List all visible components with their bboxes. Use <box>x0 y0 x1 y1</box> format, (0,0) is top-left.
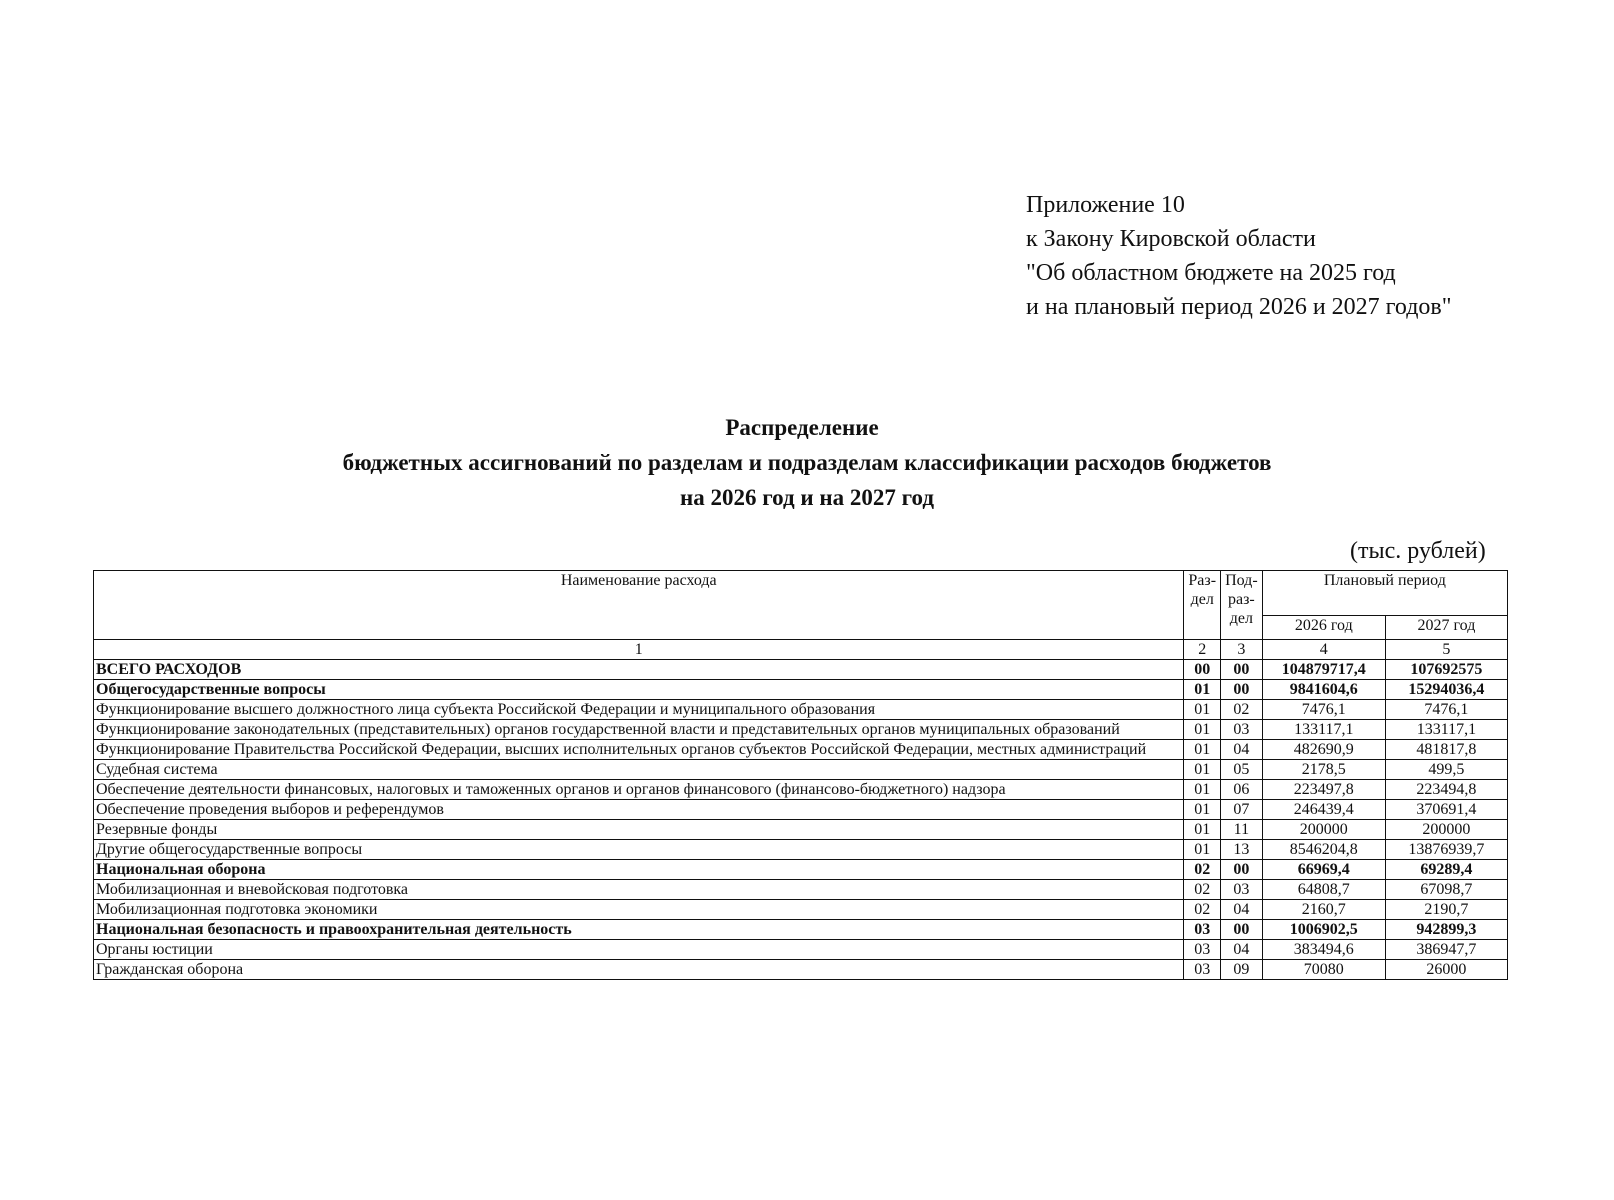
row-name: Общегосударственные вопросы <box>94 680 1184 700</box>
row-value-2027: 107692575 <box>1385 660 1507 680</box>
row-value-2026: 64808,7 <box>1262 880 1385 900</box>
row-value-2026: 9841604,6 <box>1262 680 1385 700</box>
col-number: 3 <box>1221 640 1263 660</box>
appendix-block <box>1026 188 1452 324</box>
row-subsection: 00 <box>1221 920 1263 940</box>
row-value-2027: 481817,8 <box>1385 740 1507 760</box>
row-value-2026: 200000 <box>1262 820 1385 840</box>
row-value-2026: 104879717,4 <box>1262 660 1385 680</box>
row-subsection: 04 <box>1221 940 1263 960</box>
row-value-2027: 370691,4 <box>1385 800 1507 820</box>
row-value-2027: 386947,7 <box>1385 940 1507 960</box>
row-section: 01 <box>1184 820 1221 840</box>
row-value-2027: 7476,1 <box>1385 700 1507 720</box>
row-value-2027: 2190,7 <box>1385 900 1507 920</box>
row-name: Мобилизационная и вневойсковая подготовка <box>94 880 1184 900</box>
row-value-2026: 2178,5 <box>1262 760 1385 780</box>
row-subsection: 07 <box>1221 800 1263 820</box>
row-name: Обеспечение деятельности финансовых, налоговых и таможенных органов и органов финансового (финансово-бюджетного) надзора <box>94 780 1184 800</box>
table-row <box>94 860 1508 880</box>
unit-label: (тыс. рублей) <box>1350 538 1486 564</box>
row-value-2026: 2160,7 <box>1262 900 1385 920</box>
col-number: 1 <box>94 640 1184 660</box>
row-subsection: 05 <box>1221 760 1263 780</box>
row-subsection: 00 <box>1221 860 1263 880</box>
row-subsection: 02 <box>1221 700 1263 720</box>
row-value-2027: 67098,7 <box>1385 880 1507 900</box>
title-line: на 2026 год и на 2027 год <box>680 485 934 510</box>
table-row <box>94 940 1508 960</box>
title-line: Распределение <box>725 415 879 440</box>
row-subsection: 11 <box>1221 820 1263 840</box>
row-name: Гражданская оборона <box>94 960 1184 980</box>
row-value-2027: 13876939,7 <box>1385 840 1507 860</box>
row-name: Резервные фонды <box>94 820 1184 840</box>
table-row <box>94 660 1508 680</box>
row-name: Национальная безопасность и правоохранительная деятельность <box>94 920 1184 940</box>
header-section: Раз-дел <box>1184 571 1221 640</box>
row-value-2026: 246439,4 <box>1262 800 1385 820</box>
col-number: 4 <box>1262 640 1385 660</box>
row-name: Функционирование Правительства Российской Федерации, высших исполнительных органов субъектов Российской Федерации, местных администраций <box>94 740 1184 760</box>
row-section: 01 <box>1184 720 1221 740</box>
row-value-2026: 70080 <box>1262 960 1385 980</box>
row-value-2027: 69289,4 <box>1385 860 1507 880</box>
row-value-2027: 15294036,4 <box>1385 680 1507 700</box>
row-value-2026: 7476,1 <box>1262 700 1385 720</box>
row-value-2027: 133117,1 <box>1385 720 1507 740</box>
row-section: 03 <box>1184 940 1221 960</box>
table-row <box>94 780 1508 800</box>
row-value-2027: 942899,3 <box>1385 920 1507 940</box>
row-value-2026: 1006902,5 <box>1262 920 1385 940</box>
table-row <box>94 760 1508 780</box>
table-row <box>94 800 1508 820</box>
row-value-2026: 66969,4 <box>1262 860 1385 880</box>
table-row <box>94 700 1508 720</box>
row-name: Обеспечение проведения выборов и референдумов <box>94 800 1184 820</box>
row-subsection: 04 <box>1221 900 1263 920</box>
row-name: Органы юстиции <box>94 940 1184 960</box>
row-value-2026: 223497,8 <box>1262 780 1385 800</box>
appendix-line: к Закону Кировской области <box>1026 226 1316 252</box>
table-row <box>94 720 1508 740</box>
row-section: 01 <box>1184 780 1221 800</box>
title-line: бюджетных ассигнований по разделам и подразделам классификации расходов бюджетов <box>342 450 1272 475</box>
table-row <box>94 680 1508 700</box>
col-number: 2 <box>1184 640 1221 660</box>
row-value-2027: 26000 <box>1385 960 1507 980</box>
row-value-2026: 383494,6 <box>1262 940 1385 960</box>
row-name: Судебная система <box>94 760 1184 780</box>
row-value-2027: 223494,8 <box>1385 780 1507 800</box>
table-row <box>94 900 1508 920</box>
row-name: Функционирование законодательных (представительных) органов государственной власти и представительных органов муниципальных образований <box>94 720 1184 740</box>
row-section: 02 <box>1184 880 1221 900</box>
budget-table <box>93 570 1508 980</box>
row-name: Другие общегосударственные вопросы <box>94 840 1184 860</box>
table-row <box>94 820 1508 840</box>
row-name: Функционирование высшего должностного лица субъекта Российской Федерации и муниципального образования <box>94 700 1184 720</box>
row-subsection: 09 <box>1221 960 1263 980</box>
header-year-2026: 2026 год <box>1262 616 1385 640</box>
appendix-line: и на плановый период 2026 и 2027 годов" <box>1026 294 1452 320</box>
appendix-line: "Об областном бюджете на 2025 год <box>1026 260 1396 286</box>
row-section: 01 <box>1184 680 1221 700</box>
row-value-2027: 200000 <box>1385 820 1507 840</box>
col-number: 5 <box>1385 640 1507 660</box>
row-section: 02 <box>1184 860 1221 880</box>
row-section: 00 <box>1184 660 1221 680</box>
header-plan-period: Плановый период <box>1262 571 1507 616</box>
table-row <box>94 960 1508 980</box>
row-value-2026: 8546204,8 <box>1262 840 1385 860</box>
header-year-2027: 2027 год <box>1385 616 1507 640</box>
row-value-2026: 482690,9 <box>1262 740 1385 760</box>
row-section: 03 <box>1184 920 1221 940</box>
header-subsection: Под-раз-дел <box>1221 571 1263 640</box>
row-section: 01 <box>1184 800 1221 820</box>
row-section: 01 <box>1184 740 1221 760</box>
row-value-2027: 499,5 <box>1385 760 1507 780</box>
header-name: Наименование расхода <box>94 571 1184 640</box>
row-subsection: 03 <box>1221 880 1263 900</box>
row-section: 02 <box>1184 900 1221 920</box>
row-section: 01 <box>1184 700 1221 720</box>
table-row <box>94 880 1508 900</box>
row-subsection: 13 <box>1221 840 1263 860</box>
row-name: Мобилизационная подготовка экономики <box>94 900 1184 920</box>
row-subsection: 04 <box>1221 740 1263 760</box>
row-name: Национальная оборона <box>94 860 1184 880</box>
document-title <box>0 410 1614 515</box>
row-subsection: 03 <box>1221 720 1263 740</box>
row-name: ВСЕГО РАСХОДОВ <box>94 660 1184 680</box>
row-subsection: 00 <box>1221 660 1263 680</box>
row-value-2026: 133117,1 <box>1262 720 1385 740</box>
table-row <box>94 840 1508 860</box>
row-section: 01 <box>1184 840 1221 860</box>
row-subsection: 00 <box>1221 680 1263 700</box>
table-row <box>94 740 1508 760</box>
row-subsection: 06 <box>1221 780 1263 800</box>
appendix-line: Приложение 10 <box>1026 192 1185 218</box>
table-row <box>94 920 1508 940</box>
row-section: 01 <box>1184 760 1221 780</box>
row-section: 03 <box>1184 960 1221 980</box>
